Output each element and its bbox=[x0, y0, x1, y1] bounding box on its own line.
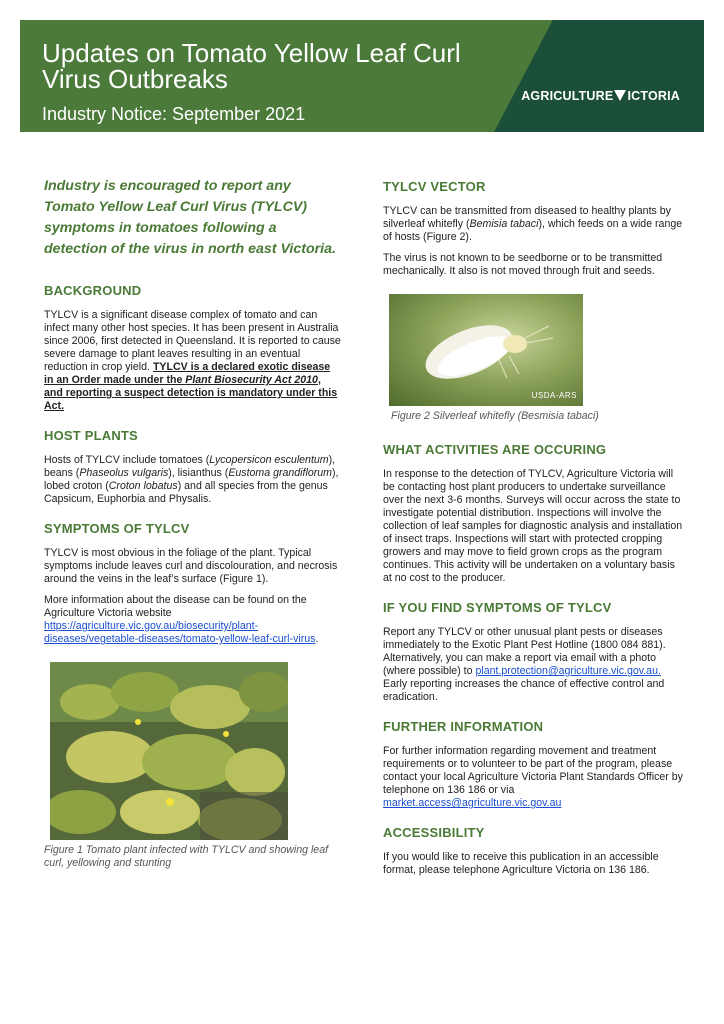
symptoms-heading: SYMPTOMS OF TYLCV bbox=[44, 521, 190, 536]
banner-accent bbox=[494, 20, 704, 132]
further-info-text: For further information regarding movement and treatment requirements or to volunteer to be part of the program, please contact your local Agriculture Victoria Plant Standards Officer by telephone on 136 186 or via market.access@agriculture.vic.gov.au bbox=[383, 745, 683, 809]
figure-1-caption: Figure 1 Tomato plant infected with TYLCV and showing leaf curl, yellowing and stunting bbox=[44, 844, 329, 869]
activities-section bbox=[383, 443, 683, 585]
tomato-plant-illustration bbox=[50, 662, 288, 840]
header-banner bbox=[20, 20, 704, 132]
plant-protection-email-link[interactable]: plant.protection@agriculture.vic.gov.au. bbox=[475, 665, 661, 677]
background-text: TYLCV is a significant disease complex of tomato and can infect many other host species. It has been present in Australia since 2006, first detected in Queensland. It is reported to cause severe damage to plant leaves resulting in an eventual reduction in crop yield. TYLCV is a declared exotic disease in an Order made under the Plant Biosecurity Act 2010, and reporting a suspect detection is mandatory under this Act. bbox=[44, 309, 341, 412]
symptoms-text: TYLCV is most obvious in the foliage of the plant. Typical symptoms include leaves curl and discolouration, and necrosis around the veins in the leaf’s surface (Figure 1). bbox=[44, 547, 338, 585]
more-info-text: More information about the disease can be found on the Agriculture Victoria website https://agriculture.vic.gov.au/biosecurity/plant-diseases/vegetable-diseases/tomato-yellow-leaf-curl-virus. bbox=[44, 594, 319, 645]
figure-2-caption: Figure 2 Silverleaf whitefly (Besmisia tabaci) bbox=[391, 410, 599, 422]
find-symptoms-text: Report any TYLCV or other unusual plant pests or diseases immediately to the Exotic Plant Pest Hotline (1800 084 881). Alternatively, you can make a report via email with a photo (where possible) to plant.protection@agriculture.vic.gov.au. Early reporting increases the chance of effective control and eradication. bbox=[383, 626, 666, 703]
background-section bbox=[44, 284, 342, 413]
triangle-icon bbox=[614, 90, 626, 101]
market-access-email-link[interactable]: market.access@agriculture.vic.gov.au bbox=[383, 797, 562, 809]
vector-section bbox=[383, 180, 683, 278]
tylcv-info-link[interactable]: https://agriculture.vic.gov.au/biosecurity/plant-diseases/vegetable-diseases/tomato-yellow-leaf-curl-virus bbox=[44, 620, 316, 645]
background-heading: BACKGROUND bbox=[44, 283, 142, 298]
find-symptoms-heading: IF YOU FIND SYMPTOMS OF TYLCV bbox=[383, 600, 612, 615]
tomato-plant-photo bbox=[50, 662, 288, 840]
usda-watermark: USDA-ARS bbox=[531, 391, 577, 400]
host-plants-section bbox=[44, 429, 342, 506]
symptoms-section bbox=[44, 522, 342, 646]
further-info-section bbox=[383, 720, 683, 810]
vector-heading: TYLCV VECTOR bbox=[383, 179, 486, 194]
host-plants-text: Hosts of TYLCV include tomatoes (Lycopersicon esculentum), beans (Phaseolus vulgaris), lisianthus (Eustoma grandiflorum), lobed croton (Croton lobatus) and all species from the genus Capsicum, Euphorbia and Physalis. bbox=[44, 454, 339, 505]
accessibility-heading: ACCESSIBILITY bbox=[383, 825, 485, 840]
further-info-heading: FURTHER INFORMATION bbox=[383, 719, 544, 734]
whitefly-photo bbox=[389, 294, 583, 406]
left-column bbox=[44, 176, 342, 870]
activities-heading: WHAT ACTIVITIES ARE OCCURING bbox=[383, 442, 607, 457]
accessibility-text: If you would like to receive this publication in an accessible format, please telephone Agriculture Victoria on 136 186. bbox=[383, 851, 659, 876]
agriculture-victoria-logo: AGRICULTURE ICTORIA bbox=[521, 89, 680, 103]
find-symptoms-section bbox=[383, 601, 683, 704]
right-column bbox=[383, 180, 683, 893]
page-subtitle: Industry Notice: September 2021 bbox=[42, 104, 306, 124]
activities-text: In response to the detection of TYLCV, Agriculture Victoria will be contacting host plant producers to undertake surveillance over the next 3-6 months. Surveys will occur across the state to investigate potential distribution. Inspections will involve the collection of leaf samples for diagnostic analysis and installation of insect traps. Inspections will start with protected cropping growers and may move to field grown crops as the program continues. This activity will be undertaken on a voluntary basis at no cost to the producer. bbox=[383, 468, 683, 584]
page-title: Updates on Tomato Yellow Leaf Curl Virus Outbreaks bbox=[42, 38, 461, 94]
host-plants-heading: HOST PLANTS bbox=[44, 428, 138, 443]
lead-paragraph: Industry is encouraged to report any Tomato Yellow Leaf Curl Virus (TYLCV) symptoms in tomatoes following a detection of the virus in north east Victoria. bbox=[44, 178, 336, 257]
vector-text-2: The virus is not known to be seedborne or to be transmitted mechanically. It also is not moved through fruit and seeds. bbox=[383, 252, 663, 277]
accessibility-section bbox=[383, 826, 683, 877]
vector-text-1: TYLCV can be transmitted from diseased to healthy plants by silverleaf whitefly (Bemisia tabaci), which feeds on a wide range of hosts (Figure 2). bbox=[383, 205, 683, 243]
